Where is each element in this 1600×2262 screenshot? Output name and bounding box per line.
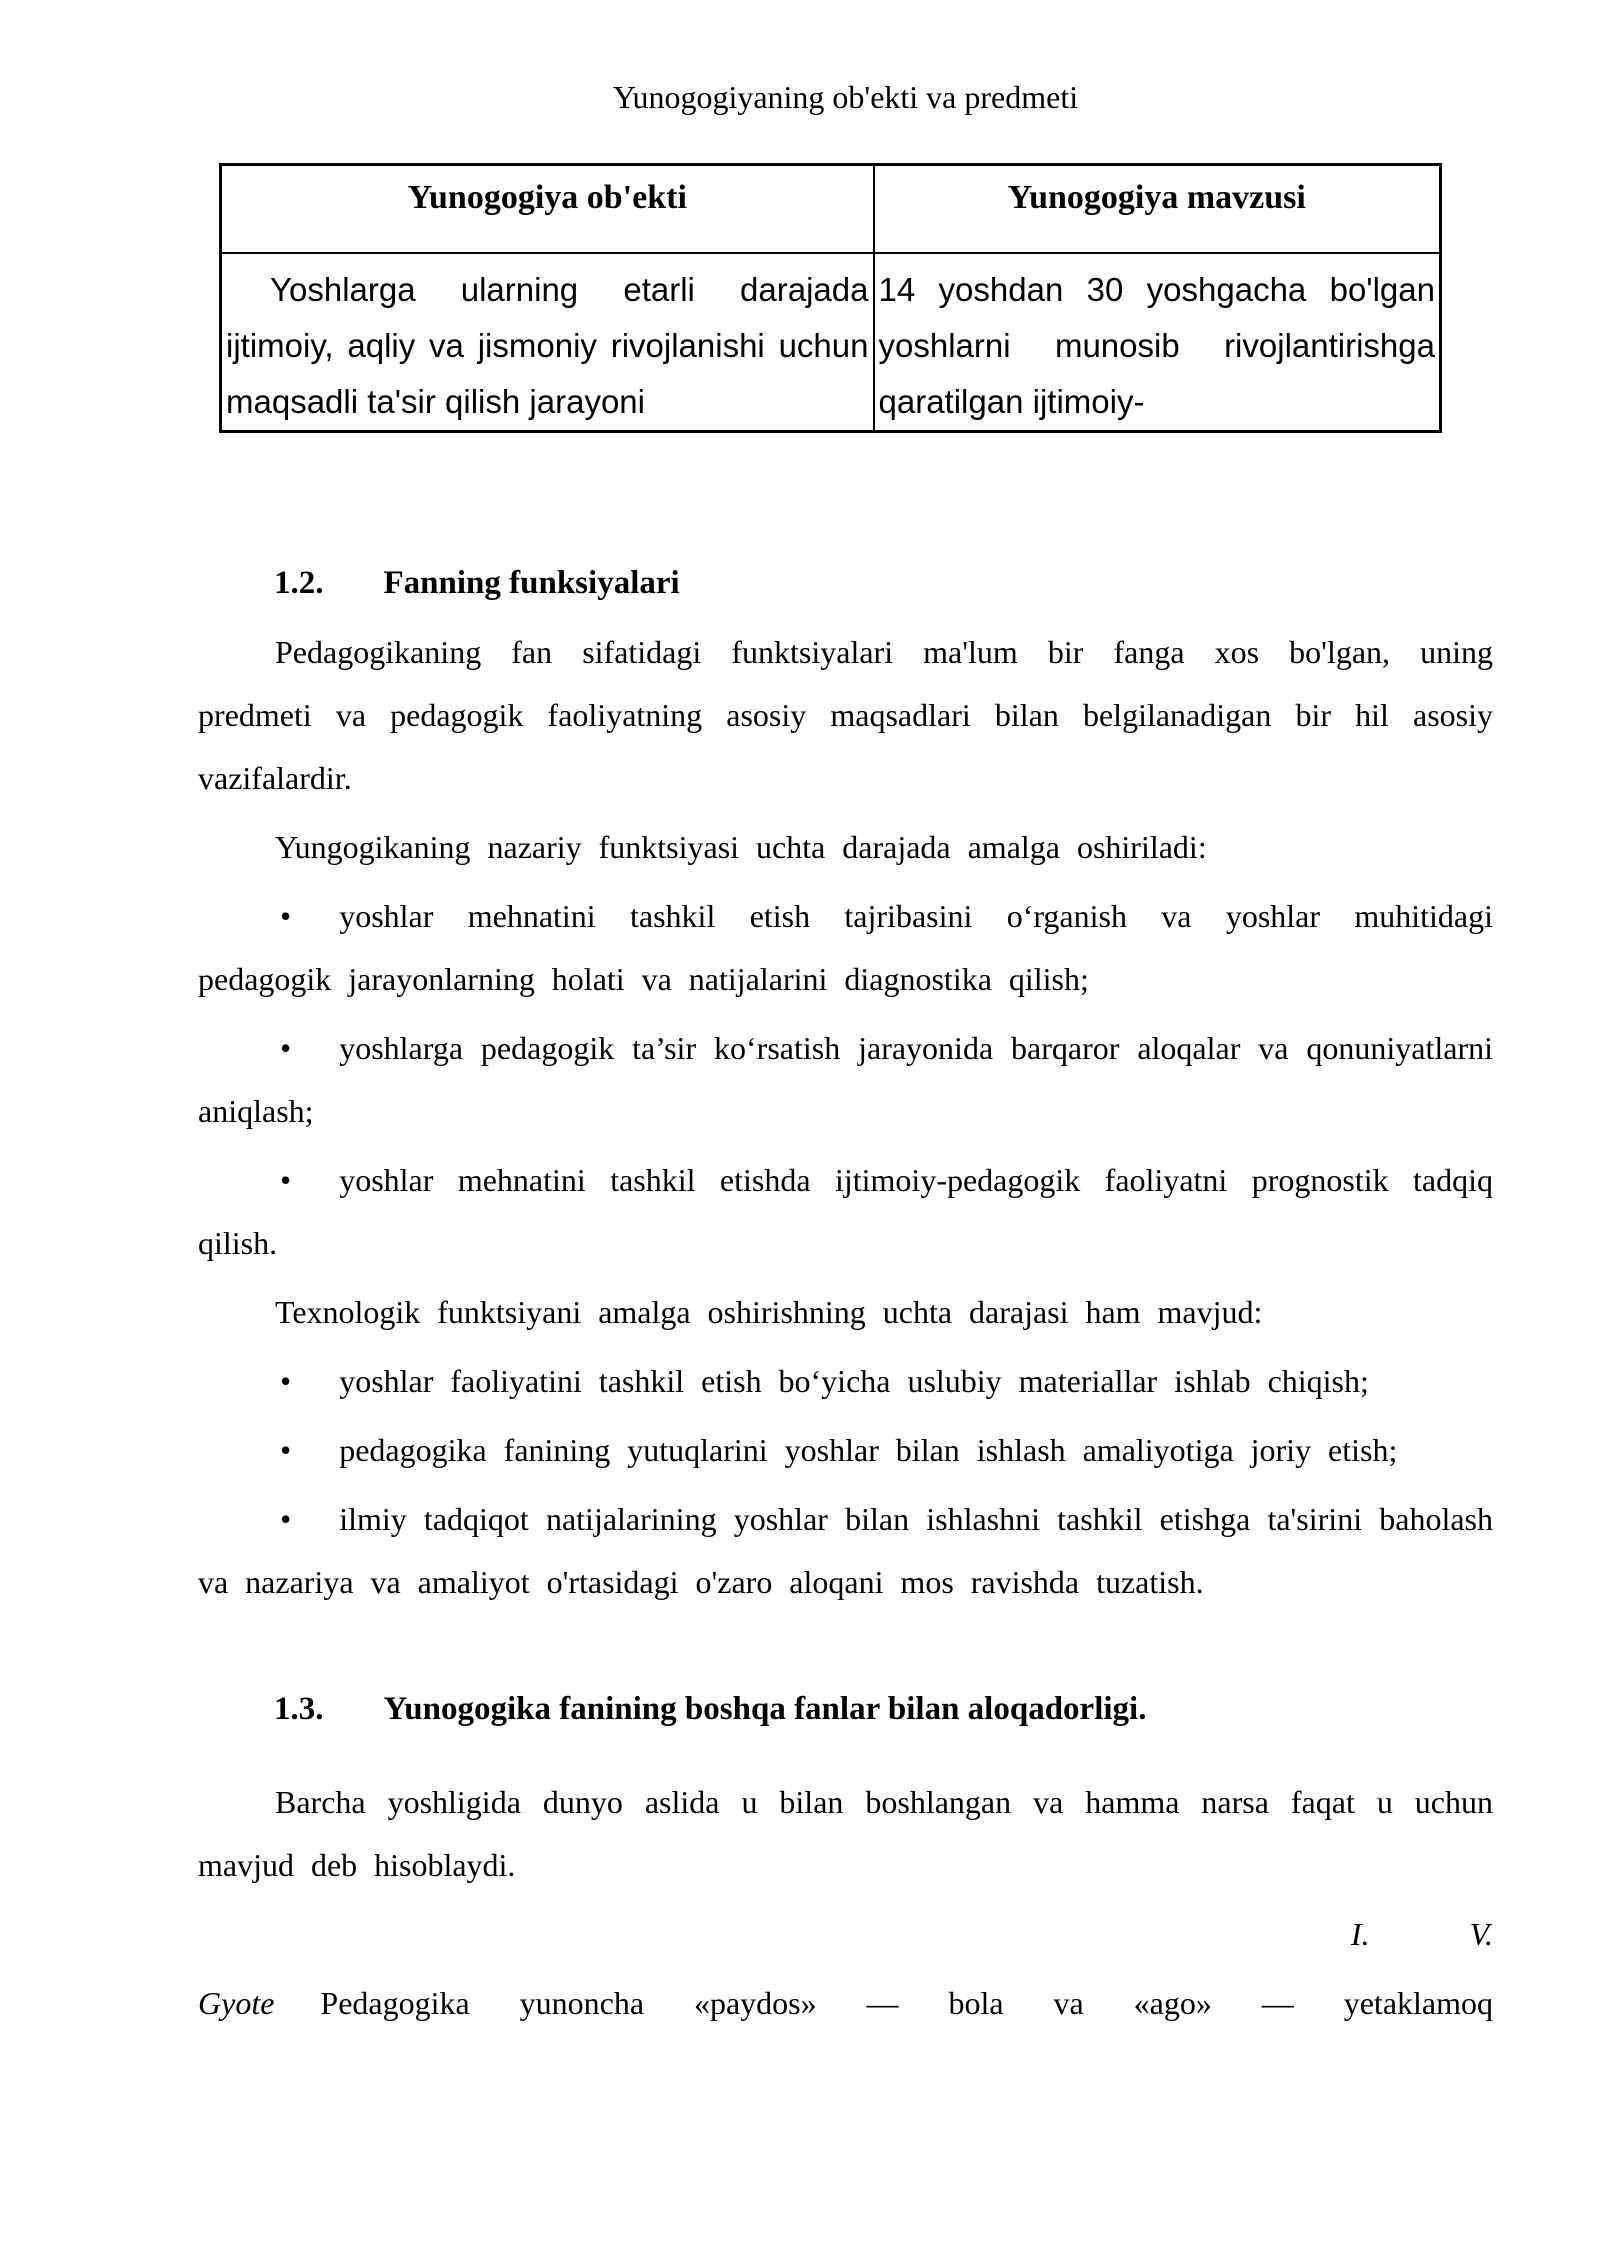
section-number: 1.2. [274, 564, 324, 601]
bullet-text: yoshlarga pedagogik ta’sir ko‘rsatish jarayonida barqaror aloqalar va qonuniyatlarni aniqlash; [198, 1029, 1493, 1129]
closing-line-text: Pedagogika yunoncha «paydos» — bola va «ago» — yetaklamoq [320, 1984, 1493, 2021]
bullet-icon: • [280, 1161, 292, 1198]
table-header-object: Yunogogiya ob'ekti [221, 165, 874, 253]
definition-table [219, 163, 1442, 433]
table-header-row [221, 165, 1441, 253]
bullet-item-theory-1 [198, 885, 1493, 1011]
bullet-icon: • [280, 1029, 292, 1066]
bullet-icon: • [280, 897, 292, 934]
bullet-icon: • [280, 1500, 292, 1537]
paragraph-theory-intro: Yungogikaning nazariy funktsiyasi uchta darajada amalga oshiriladi: [275, 828, 1207, 865]
section-heading-text: Fanning funksiyalari [383, 564, 680, 601]
table-cell-object [221, 253, 874, 432]
section-number: 1.3. [274, 1690, 324, 1727]
bullet-icon: • [280, 1362, 292, 1399]
quote-author-surname: Gyote [198, 1984, 275, 2021]
quote-author-initial-1: I. [1350, 1915, 1370, 1952]
section-heading-text: Yunogogika fanining boshqa fanlar bilan aloqadorligi. [383, 1690, 1147, 1727]
bullet-item-theory-2 [198, 1017, 1493, 1143]
table-cell-subject [874, 253, 1441, 432]
bullet-text: yoshlar mehnatini tashkil etish tajribasini o‘rganish va yoshlar muhitidagi pedagogik jarayonlarning holati va natijalarini diagnostika qilish; [198, 897, 1493, 997]
bullet-item-tech-2 [198, 1419, 1493, 1482]
table-cell-subject-text: 14 yoshdan 30 yoshgacha bo'lgan yoshlarni munosib rivojlantirishga qaratilgan ijtimoiy- [878, 270, 1435, 420]
bullet-text: pedagogika fanining yutuqlarini yoshlar bilan ishlash amaliyotiga joriy etish; [339, 1431, 1398, 1468]
bullet-text: ilmiy tadqiqot natijalarining yoshlar bilan ishlashni tashkil etishga ta'sirini baholash va nazariya va amaliyot o'rtasidagi o'zaro aloqani mos ravishda tuzatish. [198, 1500, 1493, 1600]
section-heading-1-3 [198, 1678, 1493, 1741]
paragraph-tech-intro: Texnologik funktsiyani amalga oshirishning uchta darajasi ham mavjud: [275, 1293, 1263, 1330]
quote-attribution-initials [198, 1903, 1493, 1966]
paragraph-functions-intro: Pedagogikaning fan sifatidagi funktsiyalari ma'lum bir fanga xos bo'lgan, uning predmeti va pedagogik faoliyatning asosiy maqsadlari bilan belgilanadigan bir hil asosiy vazifalardir. [198, 633, 1493, 796]
document-title: Yunogogiyaning ob'ekti va predmeti [612, 79, 1079, 115]
bullet-text: yoshlar mehnatini tashkil etishda ijtimoiy-pedagogik faoliyatni prognostik tadqiq qilish. [198, 1161, 1493, 1261]
table-cell-object-text: Yoshlarga ularning etarli darajada ijtimoiy, aqliy va jismoniy rivojlanishi uchun maqsadli ta'sir qilish jarayoni [226, 270, 869, 420]
closing-line [198, 1972, 1493, 2035]
table-header-subject: Yunogogiya mavzusi [874, 165, 1441, 253]
bullet-icon: • [280, 1431, 292, 1468]
bullet-item-tech-3 [198, 1488, 1493, 1614]
table-body-row [221, 253, 1441, 432]
quote-author-initial-2: V. [1469, 1915, 1493, 1952]
bullet-item-tech-1 [198, 1350, 1493, 1413]
bullet-item-theory-3 [198, 1149, 1493, 1275]
bullet-text: yoshlar faoliyatini tashkil etish bo‘yicha uslubiy materiallar ishlab chiqish; [339, 1362, 1369, 1399]
paragraph-relation-intro: Barcha yoshligida dunyo aslida u bilan boshlangan va hamma narsa faqat u uchun mavjud deb hisoblaydi. [198, 1783, 1493, 1883]
section-heading-1-2 [198, 552, 1493, 615]
